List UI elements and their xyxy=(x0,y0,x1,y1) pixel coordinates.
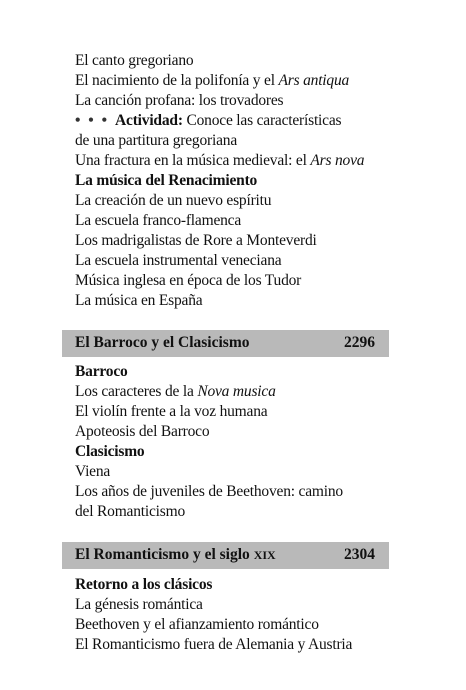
toc-entry: Música inglesa en época de los Tudor xyxy=(75,272,302,289)
toc-subheading: Clasicismo xyxy=(75,443,145,460)
toc-entry-italic: Ars nova xyxy=(310,152,365,169)
toc-entry: La génesis romántica xyxy=(75,596,203,613)
chapter-page-number: 2296 xyxy=(344,334,375,351)
toc-entry: de una partitura gregoriana xyxy=(75,132,238,149)
toc-entry: La música en España xyxy=(75,292,203,309)
activity-label: Actividad: xyxy=(115,112,183,129)
toc-entry: Beethoven y el afianzamiento romántico xyxy=(75,616,319,633)
toc-entry-text: El nacimiento de la polifonía y el xyxy=(75,72,279,89)
toc-entry: del Romanticismo xyxy=(75,503,186,520)
chapter-page-number: 2304 xyxy=(344,546,375,563)
toc-entry: La canción profana: los trovadores xyxy=(75,92,284,109)
toc-entry: Los madrigalistas de Rore a Monteverdi xyxy=(75,232,317,249)
chapter-header xyxy=(62,330,389,357)
toc-entry: La escuela instrumental veneciana xyxy=(75,252,282,269)
chapter-header xyxy=(62,542,389,569)
toc-entry: El canto gregoriano xyxy=(75,52,194,69)
toc-subheading: Barroco xyxy=(75,363,128,380)
toc-activity xyxy=(75,111,341,130)
toc-entry: Viena xyxy=(75,463,111,480)
chapter-title-text: El Romanticismo y el siglo xyxy=(75,546,254,563)
toc-entry-text: Una fractura en la música medieval: el xyxy=(75,152,311,169)
chapter-title xyxy=(75,546,276,564)
toc-subheading: La música del Renacimiento xyxy=(75,172,258,189)
toc-entry: Apoteosis del Barroco xyxy=(75,423,210,440)
chapter-title: El Barroco y el Clasicismo xyxy=(75,334,250,351)
chapter-title-century: XIX xyxy=(253,548,276,562)
toc-subheading: Retorno a los clásicos xyxy=(75,576,213,593)
activity-bullets: • • • xyxy=(75,112,110,129)
toc-entry-italic: Ars antiqua xyxy=(278,72,350,89)
toc-entry: El Romanticismo fuera de Alemania y Austria xyxy=(75,636,353,653)
activity-text: Conoce las características xyxy=(182,112,342,129)
toc-entry: La creación de un nuevo espíritu xyxy=(75,192,272,209)
toc-entry-text: Los caracteres de la xyxy=(75,383,198,400)
toc-entry: Los años de juveniles de Beethoven: camino xyxy=(75,483,343,500)
toc-entry xyxy=(75,151,364,170)
toc-entry xyxy=(75,382,276,401)
toc-entry: La escuela franco-flamenca xyxy=(75,212,242,229)
toc-entry xyxy=(75,71,349,90)
toc-entry: El violín frente a la voz humana xyxy=(75,403,268,420)
toc-entry-italic: Nova musica xyxy=(197,383,276,400)
